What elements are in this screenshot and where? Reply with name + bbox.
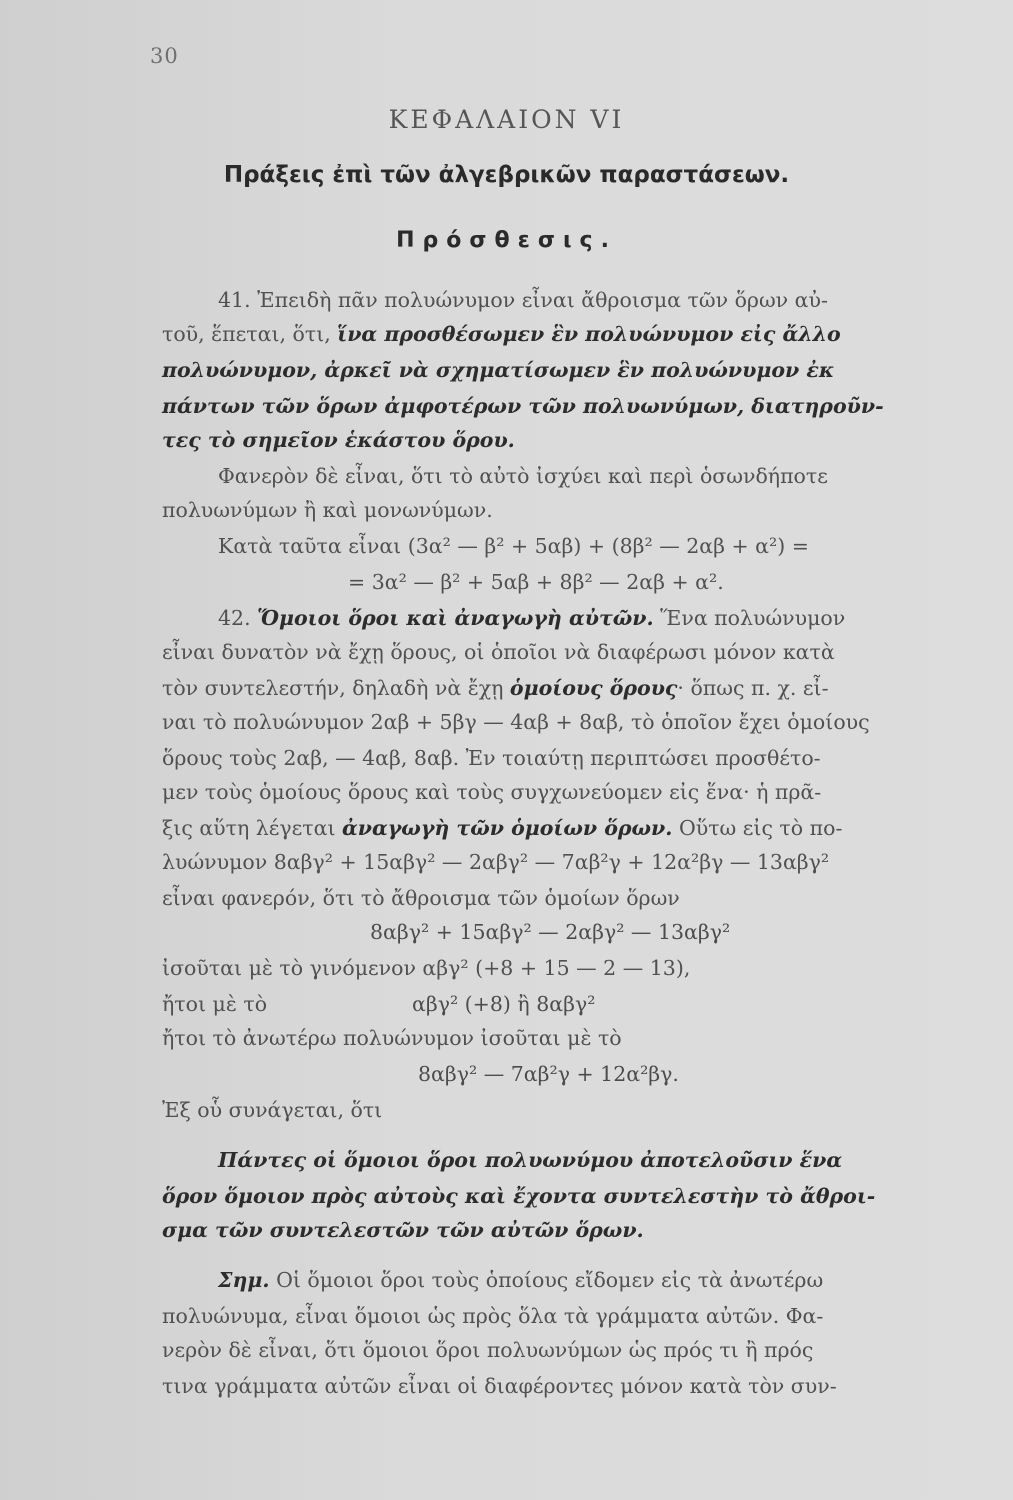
- equation-line: Κατὰ ταῦτα εἶναι (3α² — β² + 5αβ) + (8β² — 2αβ + α²) =: [218, 534, 809, 558]
- page-number: 30: [150, 44, 179, 68]
- text-line: Ἐξ οὗ συνάγεται, ὅτι: [162, 1098, 383, 1122]
- text-line: πάντων τῶν ὅρων ἀμφοτέρων τῶν πολυωνύμων, διατηροῦν-: [162, 394, 884, 418]
- equation-line: = 3α² — β² + 5αβ + 8β² — 2αβ + α².: [348, 570, 724, 594]
- text-line: 42. Ὅμοιοι ὅροι καὶ ἀναγωγὴ αὐτῶν. Ἕνα πολυώνυμον: [218, 606, 846, 630]
- text-line: ξις αὕτη λέγεται ἀναγωγὴ τῶν ὁμοίων ὅρων. Οὕτω εἰς τὸ πο-: [162, 816, 843, 840]
- text-line: ναι τὸ πολυώνυμον 2αβ + 5βγ — 4αβ + 8αβ, τὸ ὁποῖον ἔχει ὁμοίους: [162, 710, 870, 734]
- text-line: ἤτοι τὸ ἀνωτέρω πολυώνυμον ἰσοῦται μὲ τὸ: [162, 1026, 622, 1050]
- section-subtitle: Πρόσθεσις.: [396, 228, 617, 253]
- text-line: εἶναι δυνατὸν νὰ ἔχῃ ὅρους, οἱ ὁποῖοι νὰ διαφέρωσι μόνον κατὰ: [162, 640, 835, 664]
- text-line: ἤτοι μὲ τὸ: [162, 992, 268, 1016]
- chapter-heading: ΚΕΦΑΛΑΙΟΝ VI: [388, 105, 625, 134]
- text-line: ἰσοῦται μὲ τὸ γινόμενον αβγ² (+8 + 15 — 2 — 13),: [162, 956, 691, 980]
- text-line: ὅρους τοὺς 2αβ, — 4αβ, 8αβ. Ἐν τοιαύτῃ περιπτώσει προσθέτο-: [162, 746, 821, 770]
- rule-line: ὅρον ὅμοιον πρὸς αὐτοὺς καὶ ἔχοντα συντελεστὴν τὸ ἄθροι-: [162, 1184, 876, 1208]
- text-line: νερὸν δὲ εἶναι, ὅτι ὅμοιοι ὅροι πολυωνύμων ὡς πρός τι ἢ πρός: [162, 1338, 814, 1362]
- text-line: μεν τοὺς ὁμοίους ὅρους καὶ τοὺς συγχωνεύομεν εἰς ἕνα· ἡ πρᾶ-: [162, 780, 822, 804]
- equation-line: 8αβγ² + 15αβγ² — 2αβγ² — 13αβγ²: [370, 920, 731, 944]
- equation-line: αβγ² (+8) ἢ 8αβγ²: [412, 992, 596, 1016]
- text-line: πολυωνύμων ἢ καὶ μονωνύμων.: [162, 498, 493, 522]
- text-line: τοῦ, ἕπεται, ὅτι, ἵνα προσθέσωμεν ἓν πολυώνυμον εἰς ἄλλο: [162, 322, 841, 346]
- text-line: τὸν συντελεστήν, δηλαδὴ νὰ ἔχῃ ὁμοίους ὅρους· ὅπως π. χ. εἶ-: [162, 676, 829, 700]
- text-line: 41. Ἐπειδὴ πᾶν πολυώνυμον εἶναι ἄθροισμα τῶν ὅρων αὐ-: [218, 288, 828, 312]
- text-line: εἶναι φανερόν, ὅτι τὸ ἄθροισμα τῶν ὁμοίων ὅρων: [162, 886, 680, 910]
- note-line: Σημ. Οἱ ὅμοιοι ὅροι τοὺς ὁποίους εἴδομεν εἰς τὰ ἀνωτέρω: [218, 1268, 824, 1292]
- text-line: Φανερὸν δὲ εἶναι, ὅτι τὸ αὐτὸ ἰσχύει καὶ περὶ ὁσωνδήποτε: [218, 464, 828, 488]
- equation-line: 8αβγ² — 7αβ²γ + 12α²βγ.: [418, 1062, 679, 1086]
- rule-line: Πάντες οἱ ὅμοιοι ὅροι πολυωνύμου ἀποτελοῦσιν ἕνα: [218, 1148, 843, 1172]
- text-line: πολυώνυμον, ἀρκεῖ νὰ σχηματίσωμεν ἓν πολυώνυμον ἐκ: [162, 358, 835, 382]
- text-line: λυώνυμον 8αβγ² + 15αβγ² — 2αβγ² — 7αβ²γ + 12α²βγ — 13αβγ²: [162, 850, 830, 874]
- section-title: Πράξεις ἐπὶ τῶν ἀλγεβρικῶν παραστάσεων.: [223, 162, 790, 188]
- rule-line: σμα τῶν συντελεστῶν τῶν αὐτῶν ὅρων.: [162, 1218, 644, 1242]
- text-line: τινα γράμματα αὐτῶν εἶναι οἱ διαφέροντες μόνον κατὰ τὸν συν-: [162, 1374, 837, 1398]
- text-line: πολυώνυμα, εἶναι ὅμοιοι ὡς πρὸς ὅλα τὰ γράμματα αὐτῶν. Φα-: [162, 1304, 824, 1328]
- text-line: τες τὸ σημεῖον ἑκάστου ὅρου.: [162, 428, 515, 452]
